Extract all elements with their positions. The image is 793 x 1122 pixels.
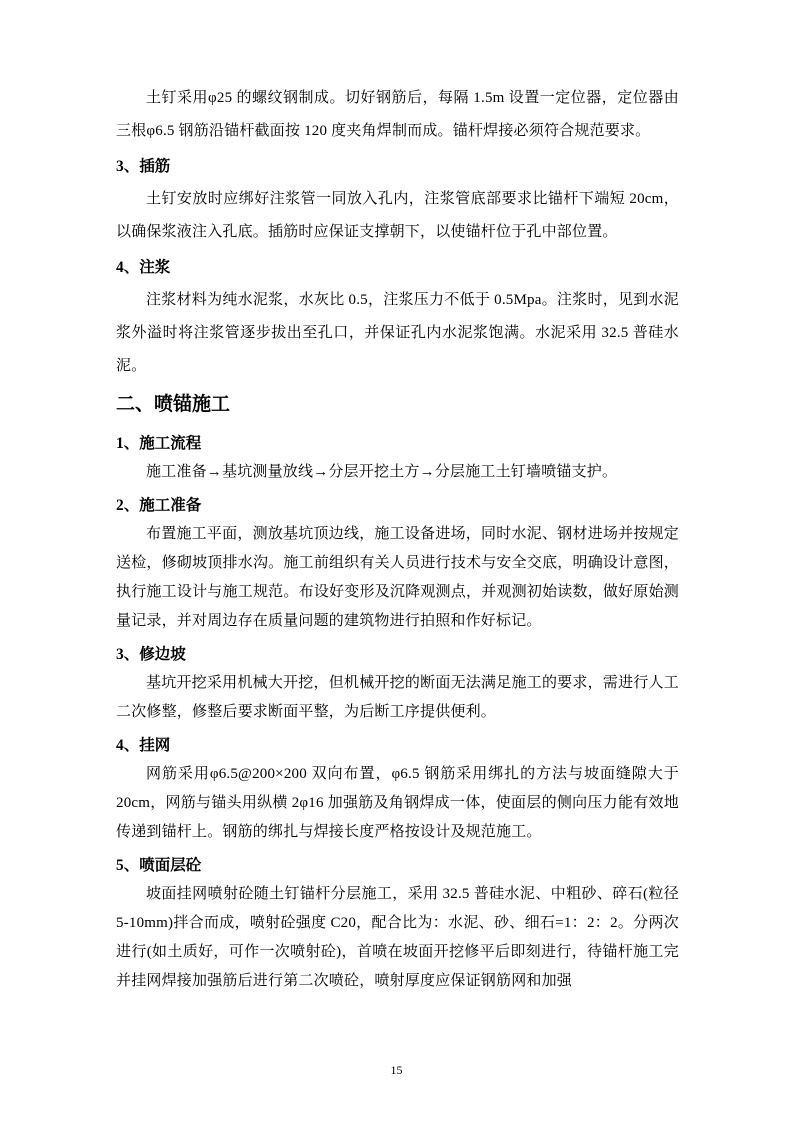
paragraph-slope-trimming: 基坑开挖采用机械大开挖，但机械开挖的断面无法满足施工的要求，需进行人工二次修整，修整后要求断面平整，为后断工序提供便利。 [116, 675, 679, 720]
page-number: 15 [390, 1063, 403, 1077]
section-heading-4-mesh-hanging: 4、挂网 [116, 737, 171, 754]
section-heading-4-grouting: 4、注浆 [116, 259, 171, 276]
paragraph-insert-bars: 土钉安放时应绑好注浆管一同放入孔内，注浆管底部要求比锚杆下端短 20cm，以确保浆液注入孔底。插筋时应保证支撑朝下，以使锚杆位于孔中部位置。 [116, 191, 679, 240]
section-heading-5-shotcrete-layer: 5、喷面层砼 [116, 857, 202, 874]
paragraph-grouting: 注浆材料为纯水泥浆，水灰比 0.5，注浆压力不低于 0.5Mpa。注浆时，见到水泥浆外溢时将注浆管逐步拔出至孔口，并保证孔内水泥浆饱满。水泥采用 32.5 普硅水泥。 [116, 292, 679, 374]
paragraph-preparation: 布置施工平面，测放基坑顶边线，施工设备进场，同时水泥、钢材进场并按规定送检，修砌坡顶排水沟。施工前组织有关人员进行技术与安全交底，明确设计意图，执行施工设计与施工规范。布设好变形及沉降观测点，并观测初始读数，做好原始测量记录，并对周边存在质量问题的建筑物进行拍照和作好标记。 [116, 526, 679, 629]
paragraph-process-flow: 施工准备→基坑测量放线→分层开挖土方→分层施工土钉墙喷锚支护。 [146, 464, 618, 480]
paragraph-shotcrete-layer: 坡面挂网喷射砼随土钉锚杆分层施工，采用 32.5 普硅水泥、中粗砂、碎石(粒径 5-10mm)拌合而成，喷射砼强度 C20，配合比为：水泥、砂、细石=1：2：2。分两次进行(如土质好，可作一次喷射砼)，首喷在坡面开挖修平后即刻进行，待锚杆施工完并挂网焊接加强筋后进行第二次喷砼，喷射厚度应保证钢筋网和加强 [116, 886, 679, 989]
paragraph-nail-fabrication: 土钉采用φ25 的螺纹钢制成。切好钢筋后，每隔 1.5m 设置一定位器，定位器由三根φ6.5 钢筋沿锚杆截面按 120 度夹角焊制而成。锚杆焊接必须符合规范要求。 [116, 90, 679, 139]
section-heading-2-preparation: 2、施工准备 [116, 497, 202, 514]
paragraph-mesh-hanging: 网筋采用φ6.5@200×200 双向布置，φ6.5 钢筋采用绑扎的方法与坡面缝隙大于 20cm，网筋与锚头用纵横 2φ16 加强筋及角钢焊成一体，使面层的侧向压力能有效地传递到锚杆上。钢筋的绑扎与焊接长度严格按设计及规范施工。 [116, 766, 679, 840]
section-heading-3-insert-bars: 3、插筋 [116, 158, 171, 175]
chapter-heading-shotcrete-anchor: 二、喷锚施工 [116, 394, 231, 415]
section-heading-1-process-flow: 1、施工流程 [116, 435, 202, 452]
section-heading-3-slope-trimming: 3、修边坡 [116, 646, 186, 663]
